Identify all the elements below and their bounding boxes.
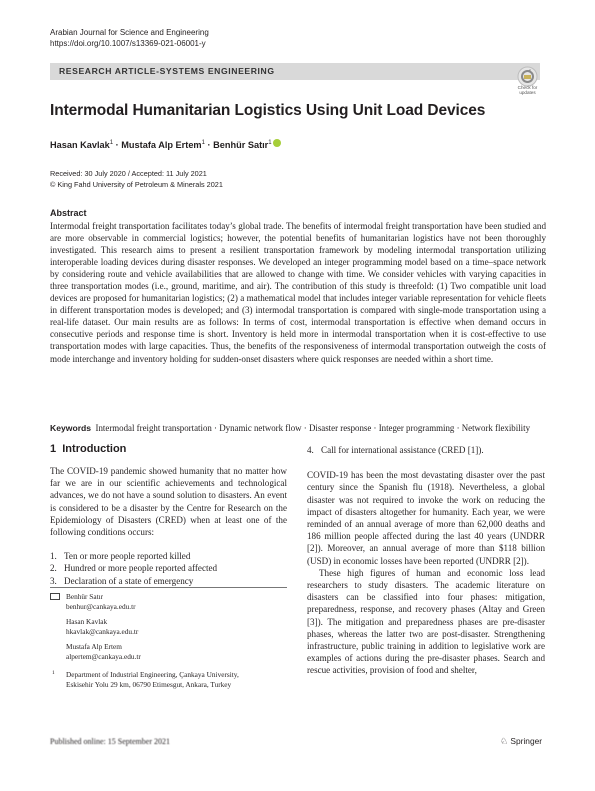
- keywords-block: [50, 422, 546, 434]
- disaster-criteria-list-continued: [307, 444, 545, 456]
- keywords-text: Intermodal freight transportation · Dynamic network flow · Disaster response · Integer programming · Network flexibility: [95, 423, 531, 433]
- section-number: 1: [50, 443, 57, 455]
- journal-name: Arabian Journal for Science and Engineering: [50, 28, 209, 37]
- author-affiliation-mark: 1: [268, 139, 272, 146]
- orcid-icon[interactable]: [273, 139, 281, 147]
- body-paragraph: These high figures of human and economic loss lead researchers to study disasters. The academic literature on disasters can be classified into four phases: mitigation, preparedness, response, and recovery phases (Altay and Green [3]). The mitigation and preparedness phases are pre-disaster phases, whereas the latter two are post-disaster. Strengthening infrastructure, public training in addition to legislative work are examples of actions during the pre-disaster phases. Search and rescue activities, provision of food and shelter,: [307, 567, 545, 676]
- check-updates-line1: Check for: [517, 85, 538, 90]
- paper-title: Intermodal Humanitarian Logistics Using Unit Load Devices: [50, 102, 486, 119]
- author-list: [50, 139, 281, 150]
- list-text: Ten or more people reported killed: [64, 551, 191, 562]
- footnote-divider: [50, 587, 287, 588]
- abstract-text: Intermodal freight transportation facilitates today’s global trade. The benefits of intermodal freight transportation have been studied and are more observable in commercial logistics; however, the potential benefits of humanitarian logistics have not been thoroughly investigated. This research aims to present a resilient transportation framework by modeling intermodal transportation utilizing interoperable loading devices during disaster responses. We developed an integer programming model based on a time–space network by considering route and vehicle availabilities that are allowed to change with time. We consider vehicles with varying capacities in three transportation modes (i.e., ground, maritime, and air). The contribution of this study is threefold: (1) Two compatible unit load devices are proposed for humanitarian logistics; (2) a mathematical model that includes integer variable representation for vehicle fleets in different transportation modes is developed; and (3) intermodal transportation is compared with single-mode transportation using a real-life dataset. Our main results are as follows: In terms of cost, intermodal transportation is effective when demand occurs in consecutive periods and response time is short. Inventory is held more in intermodal transportation when it is cost-effective to use transportation modes with large capacities. Thus, the benefits of the responsiveness of intermodal transportation outweigh the costs of mode interchange and inventory holding for sudden-onset disasters where quick responses are needed within a short time.: [50, 221, 546, 364]
- published-online-date: Published online: 15 September 2021: [50, 737, 170, 746]
- author-name[interactable]: Hasan Kavlak: [50, 140, 110, 150]
- disaster-criteria-list: [50, 550, 287, 587]
- article-type-label: RESEARCH ARTICLE-SYSTEMS ENGINEERING: [59, 66, 275, 76]
- received-accepted-dates: Received: 30 July 2020 / Accepted: 11 July 2021: [50, 169, 207, 178]
- journal-doi[interactable]: https://doi.org/10.1007/s13369-021-06001-y: [50, 39, 206, 48]
- right-column: [307, 444, 545, 677]
- check-updates-line2: updates: [519, 90, 536, 95]
- keywords-label: Keywords: [50, 423, 92, 433]
- corresponding-contacts: [50, 592, 287, 692]
- list-item: [50, 575, 287, 587]
- list-number: 2.: [50, 563, 57, 574]
- contact-email[interactable]: alpertem@cankaya.edu.tr: [66, 652, 141, 661]
- contact-email[interactable]: benhur@cankaya.edu.tr: [66, 602, 136, 611]
- check-for-updates-badge[interactable]: [513, 66, 542, 97]
- list-text: Declaration of a state of emergency: [64, 575, 194, 586]
- author-name[interactable]: Benhür Satır: [213, 140, 269, 150]
- list-item: [50, 562, 287, 574]
- body-paragraph: COVID-19 has been the most devastating disaster over the past century since the Spanish flu (1918). Nevertheless, a global disaster was not required to invoke the work on reducing the impact of disasters altogether for humanity. Each year, we were reminded of an annual average of more than 62,000 deaths and 186 million people affected during the last 40 years (UNDRR [2]). Moreover, an annual average of more than $118 billion (USD) in economic losses have been reported (UNDRR [2]).: [307, 470, 545, 566]
- affiliation-mark: 1: [52, 670, 55, 676]
- list-item: [307, 444, 545, 456]
- abstract-heading: Abstract: [50, 208, 87, 218]
- copyright-line: © King Fahd University of Petroleum & Minerals 2021: [50, 179, 223, 189]
- list-number: 1.: [50, 551, 57, 562]
- author-separator: ·: [204, 140, 214, 150]
- section-title: Introduction: [62, 443, 127, 455]
- contact-name: Mustafa Alp Ertem: [66, 642, 122, 651]
- publisher-name: Springer: [510, 736, 543, 746]
- article-dates: [50, 169, 223, 190]
- author-name[interactable]: Mustafa Alp Ertem: [121, 140, 202, 150]
- author-affiliation-mark: 1: [201, 139, 205, 146]
- publisher-logo: [500, 736, 542, 747]
- contact-name: Benhür Satır: [66, 592, 104, 601]
- list-text: Hundred or more people reported affected: [64, 563, 218, 574]
- list-number: 3.: [50, 575, 57, 586]
- contact-name: Hasan Kavlak: [66, 617, 108, 626]
- affiliation-line: Department of Industrial Engineering, Çankaya University,: [66, 670, 239, 679]
- list-number: 4.: [307, 445, 314, 455]
- contact-email[interactable]: hkavlak@cankaya.edu.tr: [66, 627, 139, 636]
- springer-horse-icon: ♘: [500, 736, 509, 746]
- article-type-banner: [50, 63, 540, 80]
- list-text: Call for international assistance (CRED [1]).: [321, 445, 484, 455]
- left-column: [50, 465, 287, 587]
- envelope-icon: [50, 593, 60, 600]
- section-heading: [50, 443, 126, 455]
- list-item: [50, 550, 287, 562]
- contact-entry: [50, 617, 287, 637]
- affiliation-line: Eskisehir Yolu 29 km, 06790 Etimesgut, Ankara, Turkey: [66, 680, 232, 689]
- author-separator: ·: [113, 140, 122, 150]
- author-affiliation-mark: 1: [109, 139, 114, 146]
- contact-entry: [50, 642, 287, 662]
- intro-paragraph: The COVID-19 pandemic showed humanity that no matter how far we are in our scientific achievements and technological advances, we do not have a sound solution to disasters. An event is considered to be a disaster by the Centre for Research on the Epidemiology of Disasters (CRED) when at least one of the following conditions occurs:: [50, 466, 287, 538]
- contact-entry: [50, 592, 287, 612]
- affiliation-entry: [50, 670, 287, 692]
- journal-header: [50, 27, 209, 49]
